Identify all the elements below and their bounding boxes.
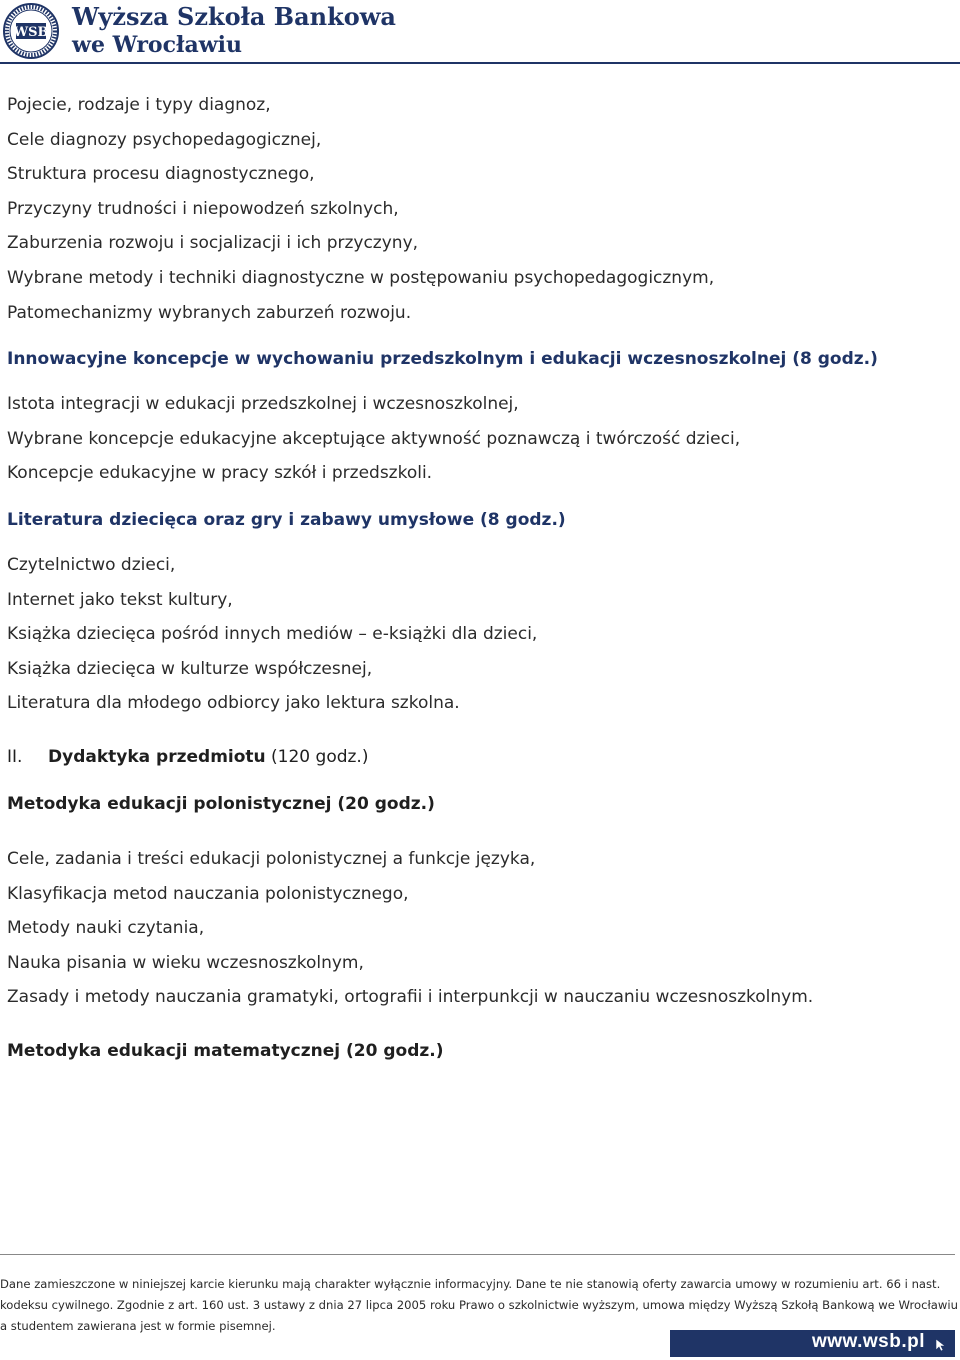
section-heading-literature: Literatura dziecięca oraz gry i zabawy umysłowe (8 godz.) xyxy=(7,509,566,530)
list-item: Istota integracji w edukacji przedszkolnej i wczesnoszkolnej, xyxy=(7,394,519,415)
list-item: Cele diagnozy psychopedagogicznej, xyxy=(7,129,322,150)
legal-disclaimer xyxy=(0,1274,958,1337)
header-divider xyxy=(0,62,960,64)
list-item: Czytelnictwo dzieci, xyxy=(7,554,176,575)
list-item: Klasyfikacja metod nauczania polonistycznego, xyxy=(7,883,409,904)
footer-divider xyxy=(0,1254,955,1255)
list-item: Patomechanizmy wybranych zaburzeń rozwoju. xyxy=(7,302,412,323)
list-item: Metody nauki czytania, xyxy=(7,918,205,939)
list-item: Przyczyny trudności i niepowodzeń szkolnych, xyxy=(7,198,399,219)
part-heading xyxy=(7,740,947,774)
document-body xyxy=(7,88,947,1068)
list-item: Cele, zadania i treści edukacji polonistycznej a funkcje języka, xyxy=(7,848,536,869)
disclaimer-line: kodeksu cywilnego. Zgodnie z art. 160 ust. 3 ustawy z dnia 27 lipca 2005 roku Prawo o szkolnictwie wyższym, umowa między Wyższą Szkołą Bankową we Wrocławiu xyxy=(0,1298,958,1312)
list-item: Literatura dla młodego odbiorcy jako lektura szkolna. xyxy=(7,693,460,714)
section-heading-math: Metodyka edukacji matematycznej (20 godz.) xyxy=(7,1040,444,1061)
section-heading-innovative: Innowacyjne koncepcje w wychowaniu przedszkolnym i edukacji wczesnoszkolnej (8 godz.) xyxy=(7,349,878,370)
literature-topic-list xyxy=(7,548,947,721)
list-item: Koncepcje edukacyjne w pracy szkół i przedszkoli. xyxy=(7,463,433,484)
diagnosis-topic-list xyxy=(7,88,947,330)
list-item: Zasady i metody nauczania gramatyki, ortografii i interpunkcji w nauczaniu wczesnoszkolnym. xyxy=(7,987,814,1008)
list-item: Książka dziecięca w kulturze współczesnej, xyxy=(7,658,373,679)
institution-name-line1: Wyższa Szkoła Bankowa xyxy=(72,2,396,31)
list-item: Nauka pisania w wieku wczesnoszkolnym, xyxy=(7,952,364,973)
section-heading-polish: Metodyka edukacji polonistycznej (20 godz.) xyxy=(7,793,435,814)
website-link[interactable]: www.wsb.pl xyxy=(811,1331,925,1352)
list-item: Zaburzenia rozwoju i socjalizacji i ich przyczyny, xyxy=(7,233,419,254)
list-item: Pojecie, rodzaje i typy diagnoz, xyxy=(7,95,271,115)
disclaimer-line: Dane zamieszczone w niniejszej karcie kierunku mają charakter wyłącznie informacyjny. Dane te nie stanowią oferty zawarcia umowy w rozumieniu art. 66 i nast. xyxy=(0,1277,941,1291)
list-item: Książka dziecięca pośród innych mediów – e-książki dla dzieci, xyxy=(7,624,538,645)
innovative-topic-list xyxy=(7,387,947,491)
part-hours: (120 godz.) xyxy=(265,746,369,767)
part-number: II. xyxy=(7,746,23,767)
list-item: Struktura procesu diagnostycznego, xyxy=(7,164,315,185)
disclaimer-line: a studentem zawierana jest w formie pisemnej. xyxy=(0,1319,276,1333)
institution-name-line2: we Wrocławiu xyxy=(72,32,242,58)
list-item: Wybrane koncepcje edukacyjne akceptujące aktywność poznawczą i twórczość dzieci, xyxy=(7,428,741,449)
list-item: Wybrane metody i techniki diagnostyczne w postępowaniu psychopedagogicznym, xyxy=(7,267,715,288)
wsb-seal-logo xyxy=(3,3,59,59)
part-title: Dydaktyka przedmiotu xyxy=(48,746,266,767)
page-header xyxy=(0,0,960,62)
list-item: Internet jako tekst kultury, xyxy=(7,589,233,610)
polish-topic-list xyxy=(7,842,947,1015)
institution-name xyxy=(72,2,396,60)
seal-text: WSB xyxy=(13,25,49,40)
cursor-arrow-icon xyxy=(935,1338,947,1352)
footer-url-bar[interactable] xyxy=(670,1330,955,1357)
